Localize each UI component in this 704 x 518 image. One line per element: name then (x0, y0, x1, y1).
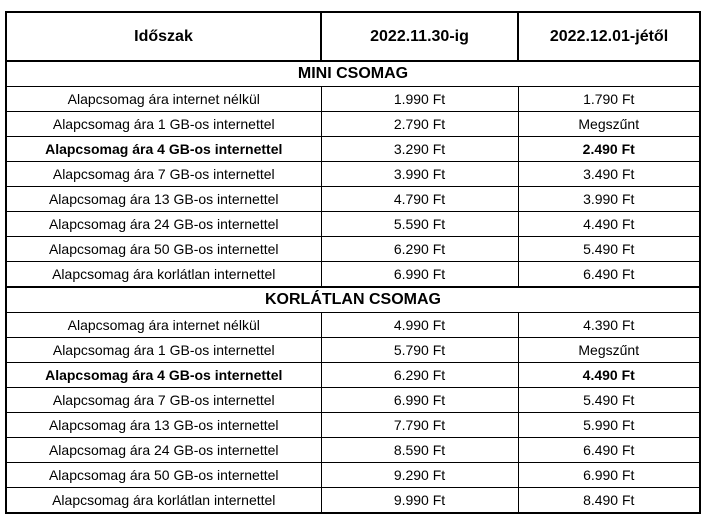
new-price: 5.490 Ft (518, 237, 700, 262)
new-price: Megszűnt (518, 112, 700, 137)
old-price: 9.990 Ft (321, 488, 518, 514)
table-row (6, 388, 700, 413)
table-row (6, 162, 700, 187)
package-label: Alapcsomag ára 24 GB-os internettel (6, 212, 321, 237)
new-price: 4.390 Ft (518, 313, 700, 338)
section-korlatlan (6, 287, 700, 513)
header-row (6, 12, 700, 61)
section-title: MINI CSOMAG (6, 61, 700, 87)
new-price: 4.490 Ft (518, 363, 700, 388)
new-price: 8.490 Ft (518, 488, 700, 514)
old-price: 4.990 Ft (321, 313, 518, 338)
header-old-period: 2022.11.30-ig (321, 12, 518, 61)
table-row (6, 137, 700, 162)
package-label: Alapcsomag ára 13 GB-os internettel (6, 187, 321, 212)
new-price: 5.990 Ft (518, 413, 700, 438)
package-label: Alapcsomag ára internet nélkül (6, 313, 321, 338)
package-label: Alapcsomag ára 4 GB-os internettel (6, 363, 321, 388)
old-price: 9.290 Ft (321, 463, 518, 488)
old-price: 5.590 Ft (321, 212, 518, 237)
new-price: 5.490 Ft (518, 388, 700, 413)
new-price: 1.790 Ft (518, 87, 700, 112)
section-title: KORLÁTLAN CSOMAG (6, 287, 700, 313)
package-label: Alapcsomag ára internet nélkül (6, 87, 321, 112)
new-price: 3.490 Ft (518, 162, 700, 187)
package-label: Alapcsomag ára korlátlan internettel (6, 488, 321, 514)
old-price: 6.290 Ft (321, 237, 518, 262)
table-row (6, 363, 700, 388)
new-price: Megszűnt (518, 338, 700, 363)
table-row (6, 313, 700, 338)
package-label: Alapcsomag ára korlátlan internettel (6, 262, 321, 288)
old-price: 7.790 Ft (321, 413, 518, 438)
package-label: Alapcsomag ára 7 GB-os internettel (6, 162, 321, 187)
package-label: Alapcsomag ára 1 GB-os internettel (6, 112, 321, 137)
old-price: 8.590 Ft (321, 438, 518, 463)
table-row (6, 212, 700, 237)
old-price: 2.790 Ft (321, 112, 518, 137)
table-row (6, 463, 700, 488)
table-row (6, 187, 700, 212)
new-price: 2.490 Ft (518, 137, 700, 162)
package-label: Alapcsomag ára 50 GB-os internettel (6, 463, 321, 488)
section-title-row (6, 287, 700, 313)
table-row (6, 262, 700, 288)
table-row (6, 488, 700, 514)
package-label: Alapcsomag ára 1 GB-os internettel (6, 338, 321, 363)
package-label: Alapcsomag ára 4 GB-os internettel (6, 137, 321, 162)
package-label: Alapcsomag ára 24 GB-os internettel (6, 438, 321, 463)
old-price: 6.290 Ft (321, 363, 518, 388)
new-price: 6.490 Ft (518, 262, 700, 288)
price-table (5, 11, 701, 514)
table-row (6, 112, 700, 137)
table-row (6, 438, 700, 463)
new-price: 6.990 Ft (518, 463, 700, 488)
new-price: 6.490 Ft (518, 438, 700, 463)
table-row (6, 237, 700, 262)
new-price: 4.490 Ft (518, 212, 700, 237)
old-price: 3.990 Ft (321, 162, 518, 187)
package-label: Alapcsomag ára 50 GB-os internettel (6, 237, 321, 262)
header-period: Időszak (6, 12, 321, 61)
old-price: 4.790 Ft (321, 187, 518, 212)
table-row (6, 87, 700, 112)
table-header (6, 12, 700, 61)
table-row (6, 338, 700, 363)
section-mini (6, 61, 700, 287)
package-label: Alapcsomag ára 7 GB-os internettel (6, 388, 321, 413)
table-row (6, 413, 700, 438)
old-price: 3.290 Ft (321, 137, 518, 162)
section-title-row (6, 61, 700, 87)
package-label: Alapcsomag ára 13 GB-os internettel (6, 413, 321, 438)
old-price: 6.990 Ft (321, 388, 518, 413)
old-price: 5.790 Ft (321, 338, 518, 363)
old-price: 6.990 Ft (321, 262, 518, 288)
header-new-period: 2022.12.01-jétől (518, 12, 700, 61)
new-price: 3.990 Ft (518, 187, 700, 212)
old-price: 1.990 Ft (321, 87, 518, 112)
